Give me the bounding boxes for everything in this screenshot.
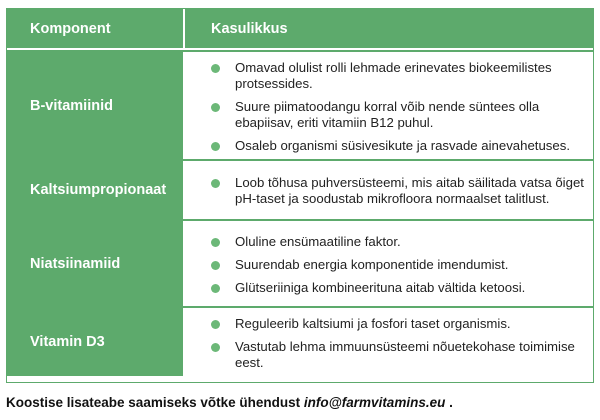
item-text: Osaleb organismi süsivesikute ja rasvade ainevahetuses. — [235, 137, 570, 153]
bullet-icon — [211, 284, 220, 293]
list-item — [211, 316, 593, 332]
table-row — [7, 219, 593, 306]
table-header — [7, 9, 593, 50]
footer-text: Koostise lisateabe saamiseks võtke ühendust — [6, 395, 301, 410]
list-item — [211, 175, 593, 207]
bullet-icon — [211, 64, 220, 73]
list-item — [211, 339, 593, 371]
item-text: Reguleerib kaltsiumi ja fosfori taset organismis. — [235, 315, 511, 331]
item-text: Glütseriiniga kombineerituna aitab vältida ketoosi. — [235, 279, 526, 295]
benefit-cell — [185, 161, 593, 219]
bullet-icon — [211, 343, 220, 352]
list-item — [211, 99, 593, 131]
bullet-icon — [211, 179, 220, 188]
header-benefit: Kasulikkus — [211, 20, 288, 37]
benefit-cell — [185, 308, 593, 376]
list-item — [211, 234, 593, 250]
benefit-cell — [185, 52, 593, 159]
component-name: Kaltsiumpropionaat — [7, 161, 185, 219]
component-name: Vitamin D3 — [7, 308, 185, 376]
list-item — [211, 60, 593, 92]
item-text: Loob tõhusa puhversüsteemi, mis aitab säilitada vatsa õiget pH-taset ja soodustab mikrofloora normaalset talitlust. — [235, 175, 584, 206]
table-row — [7, 50, 593, 159]
item-text: Suurendab energia komponentide imendumist. — [235, 256, 509, 272]
bullet-icon — [211, 238, 220, 247]
benefit-cell — [185, 221, 593, 306]
item-text: Vastutab lehma immuunsüsteemi nõuetekohase toimimise eest. — [235, 338, 575, 370]
table-row — [7, 159, 593, 219]
header-component: Komponent — [7, 9, 185, 48]
list-item — [211, 280, 593, 296]
item-text: Suure piimatoodangu korral võib nende süntees olla ebapiisav, eriti vitamiin B12 puhul. — [235, 98, 540, 130]
footer-end: . — [449, 395, 453, 410]
contact-footer — [6, 395, 453, 410]
list-item — [211, 138, 593, 154]
bullet-icon — [211, 142, 220, 151]
table-row — [7, 306, 593, 376]
item-text: Oluline ensümaatiline faktor. — [235, 233, 401, 249]
component-name: Niatsiinamiid — [7, 221, 185, 306]
bullet-icon — [211, 320, 220, 329]
item-text: Omavad olulist rolli lehmade erinevates biokeemilistes protsessides. — [235, 59, 552, 91]
bullet-icon — [211, 103, 220, 112]
component-name: B-vitamiinid — [7, 52, 185, 159]
contact-email-link[interactable]: info@farmvitamins.eu — [303, 395, 446, 410]
list-item — [211, 257, 593, 273]
bullet-icon — [211, 261, 220, 270]
components-table — [6, 8, 594, 383]
